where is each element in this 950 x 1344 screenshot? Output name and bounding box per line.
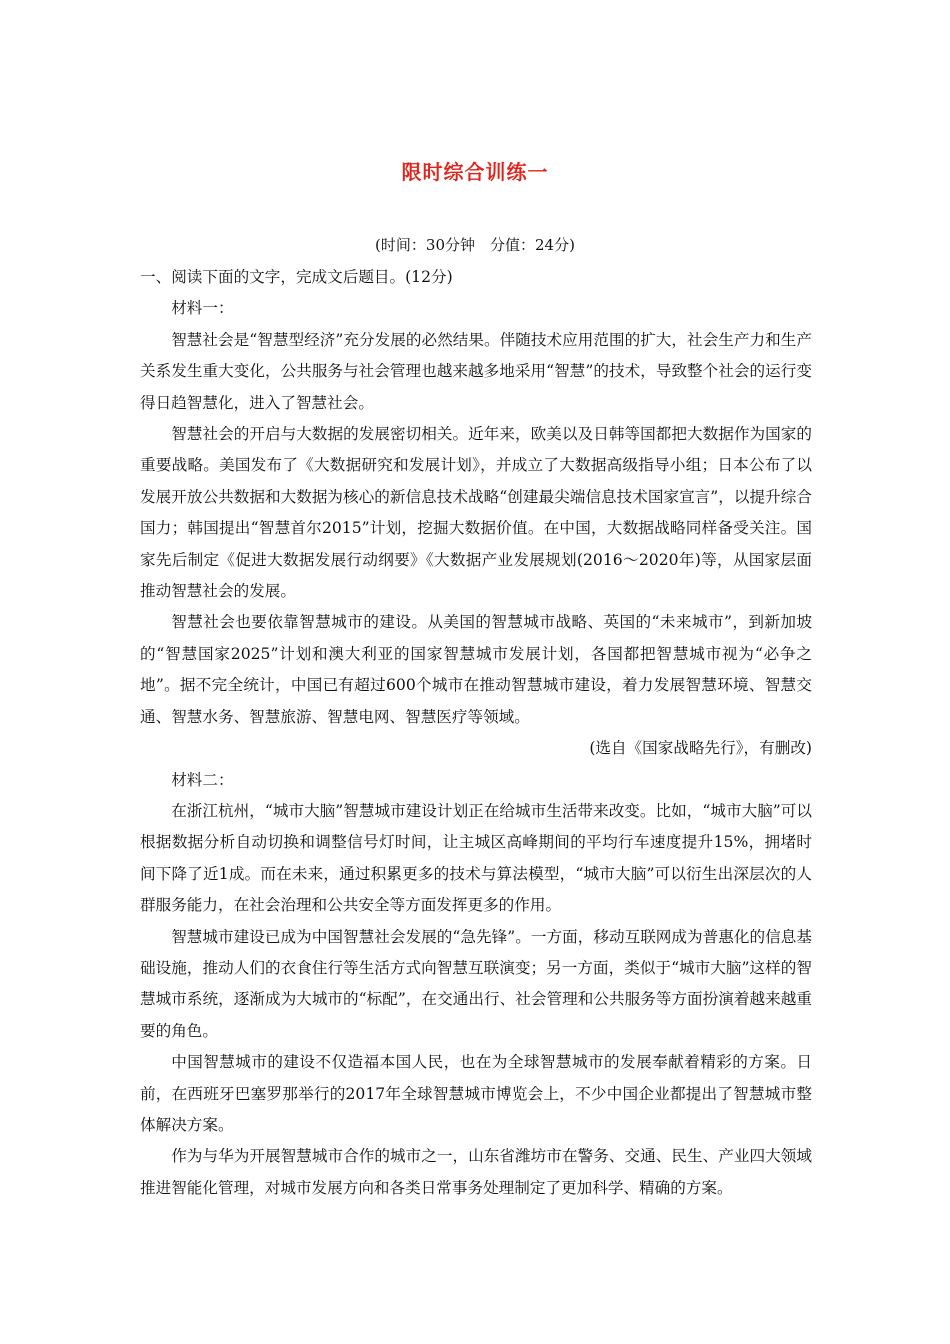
material-label: 材料二： [171, 770, 234, 789]
paragraph: 智慧社会也要依靠智慧城市的建设。从美国的智慧城市战略、英国的“未来城市”，到新加坡的“智慧国家2025”计划和澳大利亚的国家智慧城市发展计划，各国都把智慧城市视为“必争之地”。据不完全统计，中国已有超过600个城市在推动智慧城市建设，着力发展智慧环境、智慧交通、智慧水务、智慧旅游、智慧电网、智慧医疗等领域。 [140, 613, 812, 726]
paragraph: 中国智慧城市的建设不仅造福本国人民，也在为全球智慧城市的发展奉献着精彩的方案。日前，在西班牙巴塞罗那举行的2017年全球智慧城市博览会上，不少中国企业都提出了智慧城市整体解决方案。 [140, 1053, 812, 1134]
material-label: 材料一： [171, 299, 234, 318]
source-citation: (选自《国家战略先行》，有删改) [589, 739, 812, 758]
document-body [140, 262, 812, 1204]
paragraph: 作为与华为开展智慧城市合作的城市之一，山东省潍坊市在警务、交通、民生、产业四大领域推进智能化管理，对城市发展方向和各类日常事务处理制定了更加科学、精确的方案。 [140, 1147, 812, 1197]
paragraph: 在浙江杭州，“城市大脑”智慧城市建设计划正在给城市生活带来改变。比如，“城市大脑”可以根据数据分析自动切换和调整信号灯时间，让主城区高峰期间的平均行车速度提升15%，拥堵时间下降了近1成。而在未来，通过积累更多的技术与算法模型，“城市大脑”可以衍生出深层次的人群服务能力，在社会治理和公共安全等方面发挥更多的作用。 [140, 801, 812, 915]
document-title: 限时综合训练一 [401, 160, 549, 184]
paragraph: 智慧社会的开启与大数据的发展密切相关。近年来，欧美以及日韩等国都把大数据作为国家的重要战略。美国发布了《大数据研究和发展计划》，并成立了大数据高级指导小组；日本公布了以发展开放公共数据和大数据为核心的新信息技术战略“创建最尖端信息技术国家宣言”，以提升综合国力；韩国提出“智慧首尔2015”计划，挖掘大数据价值。在中国，大数据战略同样备受关注。国家先后制定《促进大数据发展行动纲要》《大数据产业发展规划(2016～2020年)等，从国家层面推动智慧社会的发展。 [140, 425, 812, 601]
exam-meta: (时间：30分钟 分值：24分) [375, 236, 575, 254]
section-heading: 一、阅读下面的文字，完成文后题目。(12分) [140, 268, 453, 286]
paragraph: 智慧社会是“智慧型经济”充分发展的必然结果。伴随技术应用范围的扩大，社会生产力和生产关系发生重大变化，公共服务与社会管理也越来越多地采用“智慧”的技术，导致整个社会的运行变得日趋智慧化，进入了智慧社会。 [140, 330, 812, 412]
paragraph: 智慧城市建设已成为中国智慧社会发展的“急先锋”。一方面，移动互联网成为普惠化的信息基础设施，推动人们的衣食住行等生活方式向智慧互联演变；另一方面，类似于“城市大脑”这样的智慧城市系统，逐渐成为大城市的“标配”，在交通出行、社会管理和公共服务等方面扮演着越来越重要的角色。 [140, 927, 812, 1040]
